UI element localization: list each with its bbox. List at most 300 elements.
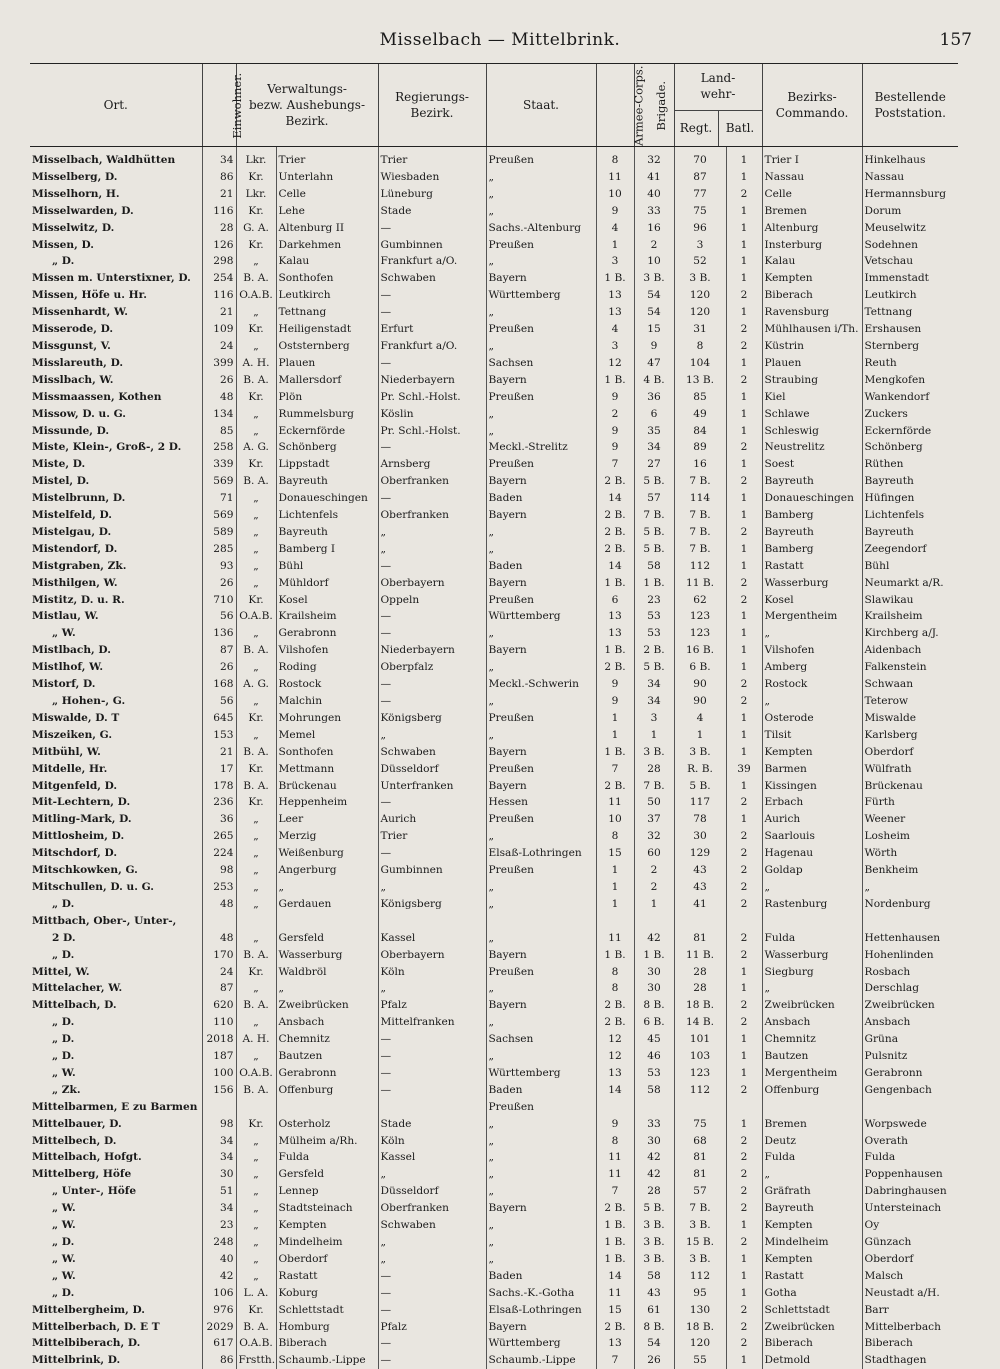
cell-bezirks-commando: Soest [762, 456, 862, 473]
cell-regt: 123 [674, 608, 726, 625]
cell-batl: 1 [726, 507, 762, 524]
table-row [30, 1065, 958, 1082]
cell-brigade: 2 [634, 879, 674, 896]
cell-batl: 2 [726, 1133, 762, 1150]
cell-bezirk: Schönberg [276, 439, 378, 456]
cell-einwohner: 34 [202, 1149, 236, 1166]
cell-regt: 7 B. [674, 507, 726, 524]
cell-bezirk-type: „ [236, 896, 276, 913]
cell-armee-corps: 2 B. [596, 1014, 634, 1031]
cell-bezirk-type: „ [236, 1234, 276, 1251]
cell-brigade: 57 [634, 490, 674, 507]
cell-bezirk: Mülheim a/Rh. [276, 1133, 378, 1150]
cell-bezirks-commando: Gotha [762, 1285, 862, 1302]
table-row [30, 1166, 958, 1183]
cell-bezirk-type: „ [236, 406, 276, 423]
cell-armee-corps: 9 [596, 1116, 634, 1133]
cell-bezirks-commando: Bremen [762, 1116, 862, 1133]
table-row [30, 473, 958, 490]
cell-einwohner: 109 [202, 321, 236, 338]
cell-ort: „ W. [30, 1268, 202, 1285]
cell-brigade: 4 B. [634, 372, 674, 389]
cell-staat: „ [486, 980, 596, 997]
cell-regierungsbezirk: — [378, 693, 486, 710]
cell-poststation: Karlsberg [862, 727, 958, 744]
cell-staat: „ [486, 1251, 596, 1268]
cell-bezirks-commando: Rastenburg [762, 896, 862, 913]
cell-regt: 30 [674, 828, 726, 845]
cell-staat: „ [486, 896, 596, 913]
cell-regierungsbezirk: „ [378, 879, 486, 896]
cell-staat: Bayern [486, 744, 596, 761]
cell-bezirk-type: „ [236, 828, 276, 845]
cell-ort: Mit-Lechtern, D. [30, 794, 202, 811]
cell-bezirks-commando: Aurich [762, 811, 862, 828]
cell-einwohner: 56 [202, 693, 236, 710]
cell-regt: 120 [674, 1335, 726, 1352]
cell-einwohner: 87 [202, 980, 236, 997]
cell-regt: 8 [674, 338, 726, 355]
cell-bezirk-type: Lkr. [236, 186, 276, 203]
cell-batl: 1 [726, 237, 762, 254]
cell-ort: Misslareuth, D. [30, 355, 202, 372]
cell-bezirks-commando: Fulda [762, 1149, 862, 1166]
cell-regt: 129 [674, 845, 726, 862]
table-row [30, 811, 958, 828]
cell-ort: Missen, Höfe u. Hr. [30, 287, 202, 304]
cell-staat: Preußen [486, 1099, 596, 1116]
cell-regierungsbezirk: Oppeln [378, 592, 486, 609]
table-row [30, 237, 958, 254]
cell-staat: Bayern [486, 1319, 596, 1336]
cell-staat: Bayern [486, 947, 596, 964]
cell-bezirk: Oststernberg [276, 338, 378, 355]
cell-bezirk: Wasserburg [276, 947, 378, 964]
cell-staat: Preußen [486, 147, 596, 169]
col-bezirks-commando: Bezirks- Commando. [762, 64, 862, 147]
cell-poststation: Dabringhausen [862, 1183, 958, 1200]
cell-bezirk: Osterholz [276, 1116, 378, 1133]
cell-bezirk: „ [276, 980, 378, 997]
cell-batl: 2 [726, 693, 762, 710]
cell-poststation: Bühl [862, 558, 958, 575]
cell-poststation: Oy [862, 1217, 958, 1234]
cell-regt: 120 [674, 304, 726, 321]
cell-einwohner: 126 [202, 237, 236, 254]
cell-bezirk-type: B. A. [236, 1319, 276, 1336]
cell-bezirk-type: B. A. [236, 744, 276, 761]
cell-staat: „ [486, 1116, 596, 1133]
cell-bezirk: Schaumb.-Lippe [276, 1352, 378, 1369]
cell-batl: 1 [726, 1251, 762, 1268]
cell-regierungsbezirk: Frankfurt a/O. [378, 253, 486, 270]
cell-brigade: 2 [634, 237, 674, 254]
cell-regierungsbezirk: „ [378, 1234, 486, 1251]
cell-regt: 57 [674, 1183, 726, 1200]
cell-ort: „ D. [30, 1285, 202, 1302]
cell-armee-corps: 2 B. [596, 524, 634, 541]
cell-staat [486, 913, 596, 930]
cell-poststation: Overath [862, 1133, 958, 1150]
cell-ort: Miste, D. [30, 456, 202, 473]
cell-ort: Mistelgau, D. [30, 524, 202, 541]
table-row [30, 1014, 958, 1031]
cell-bezirk-type: Kr. [236, 237, 276, 254]
table-row [30, 1116, 958, 1133]
cell-bezirk: Gerabronn [276, 625, 378, 642]
cell-staat: Baden [486, 490, 596, 507]
cell-einwohner: 71 [202, 490, 236, 507]
cell-poststation: Ansbach [862, 1014, 958, 1031]
cell-batl: 1 [726, 1116, 762, 1133]
cell-poststation: Fürth [862, 794, 958, 811]
cell-ort: Mittelacher, W. [30, 980, 202, 997]
table-row [30, 270, 958, 287]
cell-bezirk-type: B. A. [236, 997, 276, 1014]
table-row [30, 169, 958, 186]
cell-bezirks-commando: Schlawe [762, 406, 862, 423]
cell-ort: Mistendorf, D. [30, 541, 202, 558]
cell-staat: „ [486, 186, 596, 203]
cell-armee-corps: 13 [596, 608, 634, 625]
cell-armee-corps: 1 B. [596, 372, 634, 389]
cell-brigade: 58 [634, 558, 674, 575]
cell-armee-corps: 9 [596, 439, 634, 456]
cell-bezirk-type: „ [236, 1251, 276, 1268]
cell-brigade: 23 [634, 592, 674, 609]
cell-staat: „ [486, 727, 596, 744]
table-row [30, 1048, 958, 1065]
cell-brigade: 6 [634, 406, 674, 423]
cell-einwohner: 248 [202, 1234, 236, 1251]
cell-bezirk: Sonthofen [276, 744, 378, 761]
table-body [30, 147, 958, 1369]
cell-regierungsbezirk: — [378, 558, 486, 575]
cell-batl [726, 1099, 762, 1116]
cell-bezirk-type: B. A. [236, 270, 276, 287]
cell-batl: 1 [726, 355, 762, 372]
cell-bezirk: Donaueschingen [276, 490, 378, 507]
cell-brigade [634, 1099, 674, 1116]
cell-regt: 117 [674, 794, 726, 811]
cell-staat: Bayern [486, 997, 596, 1014]
cell-batl: 2 [726, 1166, 762, 1183]
table-row [30, 845, 958, 862]
cell-ort: Miste, Klein-, Groß-, 2 D. [30, 439, 202, 456]
cell-regierungsbezirk: Pr. Schl.-Holst. [378, 389, 486, 406]
cell-ort: Misselberg, D. [30, 169, 202, 186]
cell-batl: 1 [726, 980, 762, 997]
cell-bezirks-commando: Neustrelitz [762, 439, 862, 456]
cell-staat: Bayern [486, 1200, 596, 1217]
cell-ort: „ D. [30, 1234, 202, 1251]
cell-bezirk: Merzig [276, 828, 378, 845]
cell-regierungsbezirk: Niederbayern [378, 372, 486, 389]
cell-poststation: Kirchberg a/J. [862, 625, 958, 642]
cell-regierungsbezirk: Oberfranken [378, 507, 486, 524]
cell-poststation: Zeegendorf [862, 541, 958, 558]
table-row [30, 439, 958, 456]
cell-staat: „ [486, 423, 596, 440]
cell-batl: 1 [726, 456, 762, 473]
cell-poststation: Losheim [862, 828, 958, 845]
cell-regt: 77 [674, 186, 726, 203]
cell-batl: 2 [726, 372, 762, 389]
cell-bezirks-commando: Altenburg [762, 220, 862, 237]
cell-bezirk: Lennep [276, 1183, 378, 1200]
cell-brigade: 8 B. [634, 997, 674, 1014]
cell-poststation: Derschlag [862, 980, 958, 997]
table-row [30, 625, 958, 642]
cell-regierungsbezirk: Niederbayern [378, 642, 486, 659]
cell-bezirks-commando: Bamberg [762, 507, 862, 524]
cell-regt: 52 [674, 253, 726, 270]
cell-regt: 7 B. [674, 473, 726, 490]
cell-staat: Baden [486, 1268, 596, 1285]
cell-armee-corps: 1 B. [596, 575, 634, 592]
cell-ort: Mittelbergheim, D. [30, 1302, 202, 1319]
col-ort: Ort. [30, 64, 202, 147]
cell-bezirks-commando: Bayreuth [762, 1200, 862, 1217]
cell-regt: 43 [674, 862, 726, 879]
cell-regt: 101 [674, 1031, 726, 1048]
cell-armee-corps: 7 [596, 1183, 634, 1200]
cell-bezirks-commando: Detmold [762, 1352, 862, 1369]
cell-bezirk [276, 1099, 378, 1116]
cell-staat: „ [486, 693, 596, 710]
cell-bezirk-type: O.A.B. [236, 608, 276, 625]
table-row [30, 1149, 958, 1166]
cell-staat: Preußen [486, 811, 596, 828]
cell-regt: 16 [674, 456, 726, 473]
cell-bezirk: Mettmann [276, 761, 378, 778]
cell-bezirks-commando: Bremen [762, 203, 862, 220]
table-row [30, 761, 958, 778]
cell-staat: Baden [486, 1082, 596, 1099]
cell-batl: 1 [726, 541, 762, 558]
cell-brigade: 30 [634, 980, 674, 997]
cell-poststation: Nordenburg [862, 896, 958, 913]
cell-batl: 1 [726, 304, 762, 321]
cell-poststation: Eckernförde [862, 423, 958, 440]
cell-bezirk: Eckernförde [276, 423, 378, 440]
cell-bezirk-type: „ [236, 490, 276, 507]
cell-staat: „ [486, 828, 596, 845]
cell-bezirk-type: A. H. [236, 355, 276, 372]
col-landwehr: Land- wehr- Regt. Batl. [674, 64, 762, 147]
cell-ort: Mittelbarmen, E zu Barmen [30, 1099, 202, 1116]
cell-brigade: 33 [634, 203, 674, 220]
cell-armee-corps: 7 [596, 456, 634, 473]
cell-bezirks-commando: Donaueschingen [762, 490, 862, 507]
table-row [30, 1082, 958, 1099]
col-verwaltung: Verwaltungs- bezw. Aushebungs- Bezirk. [236, 64, 378, 147]
table-row [30, 1352, 958, 1369]
cell-poststation: Zweibrücken [862, 997, 958, 1014]
table-row [30, 456, 958, 473]
cell-einwohner: 116 [202, 203, 236, 220]
table-row [30, 592, 958, 609]
cell-poststation: Schönberg [862, 439, 958, 456]
cell-regierungsbezirk: Erfurt [378, 321, 486, 338]
cell-einwohner: 21 [202, 744, 236, 761]
cell-regt: 104 [674, 355, 726, 372]
cell-bezirks-commando: Kempten [762, 1251, 862, 1268]
cell-bezirk: Unterlahn [276, 169, 378, 186]
cell-poststation: Wankendorf [862, 389, 958, 406]
cell-regierungsbezirk: — [378, 1302, 486, 1319]
cell-bezirk: Lichtenfels [276, 507, 378, 524]
cell-armee-corps [596, 913, 634, 930]
cell-batl: 2 [726, 575, 762, 592]
cell-batl: 1 [726, 811, 762, 828]
cell-ort: Missow, D. u. G. [30, 406, 202, 423]
cell-ort: Mitling-Mark, D. [30, 811, 202, 828]
cell-batl: 2 [726, 1335, 762, 1352]
cell-einwohner: 48 [202, 389, 236, 406]
cell-bezirk: Rastatt [276, 1268, 378, 1285]
cell-ort: „ W. [30, 1200, 202, 1217]
col-regierung: Regierungs- Bezirk. [378, 64, 486, 147]
cell-ort: Misselwarden, D. [30, 203, 202, 220]
cell-batl: 2 [726, 930, 762, 947]
cell-armee-corps: 1 B. [596, 744, 634, 761]
cell-poststation: Bayreuth [862, 473, 958, 490]
cell-armee-corps: 2 B. [596, 1200, 634, 1217]
cell-poststation: Hüfingen [862, 490, 958, 507]
cell-poststation: Malsch [862, 1268, 958, 1285]
cell-bezirks-commando: Insterburg [762, 237, 862, 254]
cell-ort: „ Zk. [30, 1082, 202, 1099]
cell-bezirk-type: „ [236, 1133, 276, 1150]
cell-bezirks-commando: Kosel [762, 592, 862, 609]
cell-bezirk: Darkehmen [276, 237, 378, 254]
cell-brigade: 34 [634, 676, 674, 693]
cell-regt: 3 B. [674, 1217, 726, 1234]
cell-bezirk: Leutkirch [276, 287, 378, 304]
cell-batl: 1 [726, 490, 762, 507]
cell-poststation: Gengenbach [862, 1082, 958, 1099]
cell-einwohner: 254 [202, 270, 236, 287]
cell-poststation: Brückenau [862, 778, 958, 795]
cell-poststation: Krailsheim [862, 608, 958, 625]
cell-ort: Mittbach, Ober-, Unter-, [30, 913, 202, 930]
cell-batl: 2 [726, 592, 762, 609]
cell-regierungsbezirk: Köln [378, 964, 486, 981]
cell-armee-corps: 12 [596, 1048, 634, 1065]
cell-poststation: Hinkelhaus [862, 147, 958, 169]
cell-ort: Miswalde, D. T [30, 710, 202, 727]
cell-ort: Missen m. Unterstixner, D. [30, 270, 202, 287]
cell-bezirk: Sonthofen [276, 270, 378, 287]
cell-poststation: Sodehnen [862, 237, 958, 254]
cell-regierungsbezirk: Oberpfalz [378, 659, 486, 676]
cell-bezirk: Stadtsteinach [276, 1200, 378, 1217]
cell-armee-corps: 13 [596, 304, 634, 321]
cell-brigade: 1 [634, 896, 674, 913]
table-row [30, 1302, 958, 1319]
cell-ort: Mistlau, W. [30, 608, 202, 625]
cell-armee-corps: 1 B. [596, 1234, 634, 1251]
cell-einwohner: 2029 [202, 1319, 236, 1336]
cell-armee-corps: 1 B. [596, 1251, 634, 1268]
cell-bezirk-type: O.A.B. [236, 1065, 276, 1082]
cell-brigade: 58 [634, 1268, 674, 1285]
cell-regt: 123 [674, 625, 726, 642]
cell-poststation: Stadthagen [862, 1352, 958, 1369]
table-row [30, 693, 958, 710]
cell-bezirk-type: „ [236, 541, 276, 558]
cell-staat: Bayern [486, 473, 596, 490]
cell-bezirks-commando [762, 1099, 862, 1116]
cell-bezirk-type: „ [236, 304, 276, 321]
cell-bezirk: Kosel [276, 592, 378, 609]
cell-bezirk: Altenburg II [276, 220, 378, 237]
cell-bezirks-commando: Celle [762, 186, 862, 203]
cell-ort: Mittlosheim, D. [30, 828, 202, 845]
cell-ort: Mittelbach, Hofgt. [30, 1149, 202, 1166]
cell-bezirk: Waldbröl [276, 964, 378, 981]
cell-bezirk: Lehe [276, 203, 378, 220]
cell-batl: 2 [726, 862, 762, 879]
cell-bezirks-commando: „ [762, 1166, 862, 1183]
cell-bezirk-type [236, 1099, 276, 1116]
cell-ort: „ W. [30, 625, 202, 642]
cell-armee-corps: 11 [596, 930, 634, 947]
cell-ort: Mittelberg, Höfe [30, 1166, 202, 1183]
cell-brigade: 3 B. [634, 1251, 674, 1268]
cell-batl: 1 [726, 659, 762, 676]
table-row [30, 186, 958, 203]
cell-armee-corps: 7 [596, 761, 634, 778]
cell-staat: Preußen [486, 862, 596, 879]
cell-armee-corps: 14 [596, 1268, 634, 1285]
cell-regierungsbezirk: — [378, 1082, 486, 1099]
cell-brigade: 45 [634, 1031, 674, 1048]
cell-armee-corps: 11 [596, 1166, 634, 1183]
cell-regierungsbezirk: — [378, 287, 486, 304]
cell-staat: Hessen [486, 794, 596, 811]
cell-brigade [634, 913, 674, 930]
cell-bezirks-commando: Kempten [762, 1217, 862, 1234]
cell-brigade: 54 [634, 304, 674, 321]
col-einwohner: Einwohner. [202, 64, 236, 147]
cell-armee-corps: 8 [596, 147, 634, 169]
cell-ort: Mittelbech, D. [30, 1133, 202, 1150]
cell-batl: 1 [726, 389, 762, 406]
cell-brigade: 3 B. [634, 270, 674, 287]
cell-regt: 120 [674, 287, 726, 304]
cell-bezirk: Bautzen [276, 1048, 378, 1065]
table-row [30, 676, 958, 693]
cell-bezirk: Mühldorf [276, 575, 378, 592]
cell-regt: 123 [674, 1065, 726, 1082]
cell-brigade: 2 B. [634, 642, 674, 659]
cell-poststation: Biberach [862, 1335, 958, 1352]
cell-bezirk-type: Kr. [236, 710, 276, 727]
table-row [30, 1268, 958, 1285]
cell-batl: 2 [726, 1302, 762, 1319]
cell-poststation: Neustadt a/H. [862, 1285, 958, 1302]
cell-einwohner: 85 [202, 423, 236, 440]
cell-ort: „ Unter-, Höfe [30, 1183, 202, 1200]
cell-regierungsbezirk: Gumbinnen [378, 237, 486, 254]
cell-einwohner: 170 [202, 947, 236, 964]
cell-armee-corps: 3 [596, 253, 634, 270]
cell-poststation: Poppenhausen [862, 1166, 958, 1183]
cell-armee-corps [596, 1099, 634, 1116]
cell-poststation: Barr [862, 1302, 958, 1319]
